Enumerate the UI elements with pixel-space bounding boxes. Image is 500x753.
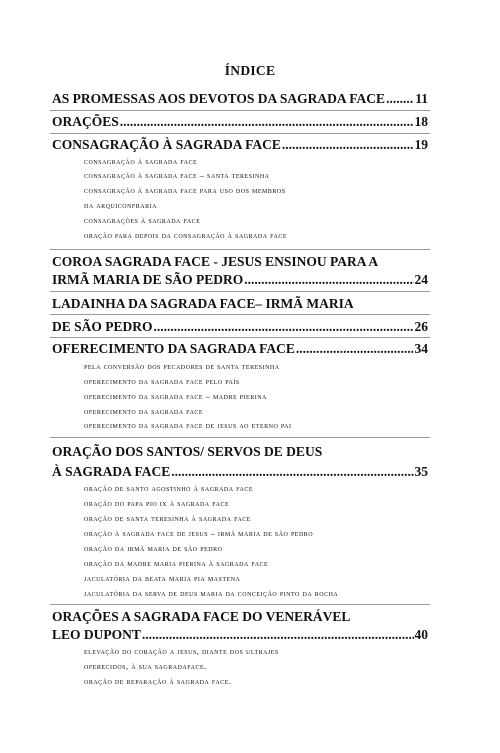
toc-page-number: 19 xyxy=(414,137,428,152)
toc-page-number: 11 xyxy=(415,91,428,106)
dot-leader xyxy=(282,137,414,153)
toc-entry-title: CONSAGRAÇÃO À SAGRADA FACE xyxy=(52,137,281,152)
toc-page-number: 26 xyxy=(414,319,428,334)
toc-entry-title: ORAÇÕES xyxy=(52,114,119,129)
toc-subentry[interactable]: oferecimento da sagrada face – madre pierina xyxy=(84,392,267,401)
toc-entry-title: OFERECIMENTO DA SAGRADA FACE xyxy=(52,341,295,356)
toc-subentry[interactable]: oferecimento da sagrada face de jesus ao eterno pai xyxy=(84,421,292,430)
toc-entry-ladainha-line1[interactable]: LADAINHA DA SAGRADA FACE– IRMÃ MARIA xyxy=(52,296,354,311)
toc-subentry[interactable]: oração do papa pio ix à sagrada face xyxy=(84,499,230,508)
dot-leader xyxy=(171,464,413,480)
divider xyxy=(50,314,430,315)
divider xyxy=(50,604,430,605)
toc-subentry[interactable]: consagração à sagrada face – santa teresinha xyxy=(84,171,270,180)
dot-leader xyxy=(386,91,414,107)
divider xyxy=(50,291,430,292)
dot-leader xyxy=(296,341,414,357)
page-title: ÍNDICE xyxy=(224,63,276,78)
toc-entry-title: DE SÃO PEDRO xyxy=(52,319,153,334)
toc-subentry[interactable]: consagrações à sagrada face xyxy=(84,216,201,225)
toc-page-number: 34 xyxy=(414,341,428,356)
toc-entry-promessas[interactable] xyxy=(52,91,428,107)
toc-entry-consagracao[interactable] xyxy=(52,137,428,153)
toc-entry-title: À SAGRADA FACE xyxy=(52,464,171,479)
toc-entry-ladainha[interactable] xyxy=(52,319,428,335)
toc-subentry[interactable]: elevação do coração a jesus, diante dos ultrajes xyxy=(84,647,279,656)
toc-entry-title: IRMÃ MARIA DE SÃO PEDRO xyxy=(52,272,244,287)
toc-entry-oracoes[interactable] xyxy=(52,114,428,130)
toc-entry-santos[interactable] xyxy=(52,464,428,480)
toc-page-number: 18 xyxy=(414,114,428,129)
toc-subentry[interactable]: oferecimento da sagrada face xyxy=(84,407,204,416)
toc-entry-dupont[interactable] xyxy=(52,627,428,643)
toc-entry-santos-line1[interactable]: ORAÇÃO DOS SANTOS/ SERVOS DE DEUS xyxy=(52,444,323,459)
toc-entry-dupont-line1[interactable]: ORAÇÕES A SAGRADA FACE DO VENERÁVEL xyxy=(52,609,351,624)
divider xyxy=(50,437,430,438)
toc-subentry[interactable]: oração de reparação à sagrada face. xyxy=(84,677,232,686)
toc-entry-title: AS PROMESSAS AOS DEVOTOS DA SAGRADA FACE xyxy=(52,91,386,106)
toc-subentry[interactable]: oração à sagrada face de jesus – irmã maria de são pedro xyxy=(84,529,314,538)
dot-leader xyxy=(244,272,413,288)
toc-subentry[interactable]: consagração à sagrada face para uso dos membros xyxy=(84,186,286,195)
toc-subentry[interactable]: oração da madre maria pierina à sagrada face xyxy=(84,559,269,568)
toc-subentry[interactable]: oração da irmã maria de são pedro xyxy=(84,544,223,553)
divider xyxy=(50,110,430,111)
divider xyxy=(50,249,430,250)
toc-subentry[interactable]: oração para depois da consagração à sagrada face xyxy=(84,231,288,240)
dot-leader xyxy=(120,114,414,130)
toc-entry-coroa[interactable] xyxy=(52,272,428,288)
toc-page-number: 40 xyxy=(414,627,428,642)
toc-entry-title: LEO DUPONT xyxy=(52,627,141,642)
toc-entry-oferecimento[interactable] xyxy=(52,341,428,357)
toc-page-number: 24 xyxy=(414,272,428,287)
divider xyxy=(50,133,430,134)
toc-entry-coroa-line1[interactable]: COROA SAGRADA FACE - JESUS ENSINOU PARA A xyxy=(52,254,379,269)
dot-leader xyxy=(142,627,414,643)
toc-subentry[interactable]: jaculatória da serva de deus maria da conceição pinto da rocha xyxy=(84,589,339,598)
toc-subentry[interactable]: da arquiconfraria xyxy=(84,201,157,210)
toc-page-number: 35 xyxy=(414,464,428,479)
toc-subentry[interactable]: oferecidos, à sua sagradaface. xyxy=(84,662,207,671)
toc-subentry[interactable]: jaculatória da beata maria pia mastena xyxy=(84,574,241,583)
dot-leader xyxy=(154,319,414,335)
toc-subentry[interactable]: oração de santa teresinha à sagrada face xyxy=(84,514,251,523)
toc-subentry[interactable]: oração de santo agostinho à sagrada face xyxy=(84,484,254,493)
toc-subentry[interactable]: oferecimento da sagrada face pelo país xyxy=(84,377,240,386)
toc-subentry[interactable]: consagração à sagrada face xyxy=(84,157,198,166)
divider xyxy=(50,337,430,338)
toc-subentry[interactable]: pela conversão dos pecadores de santa teresinha xyxy=(84,362,280,371)
